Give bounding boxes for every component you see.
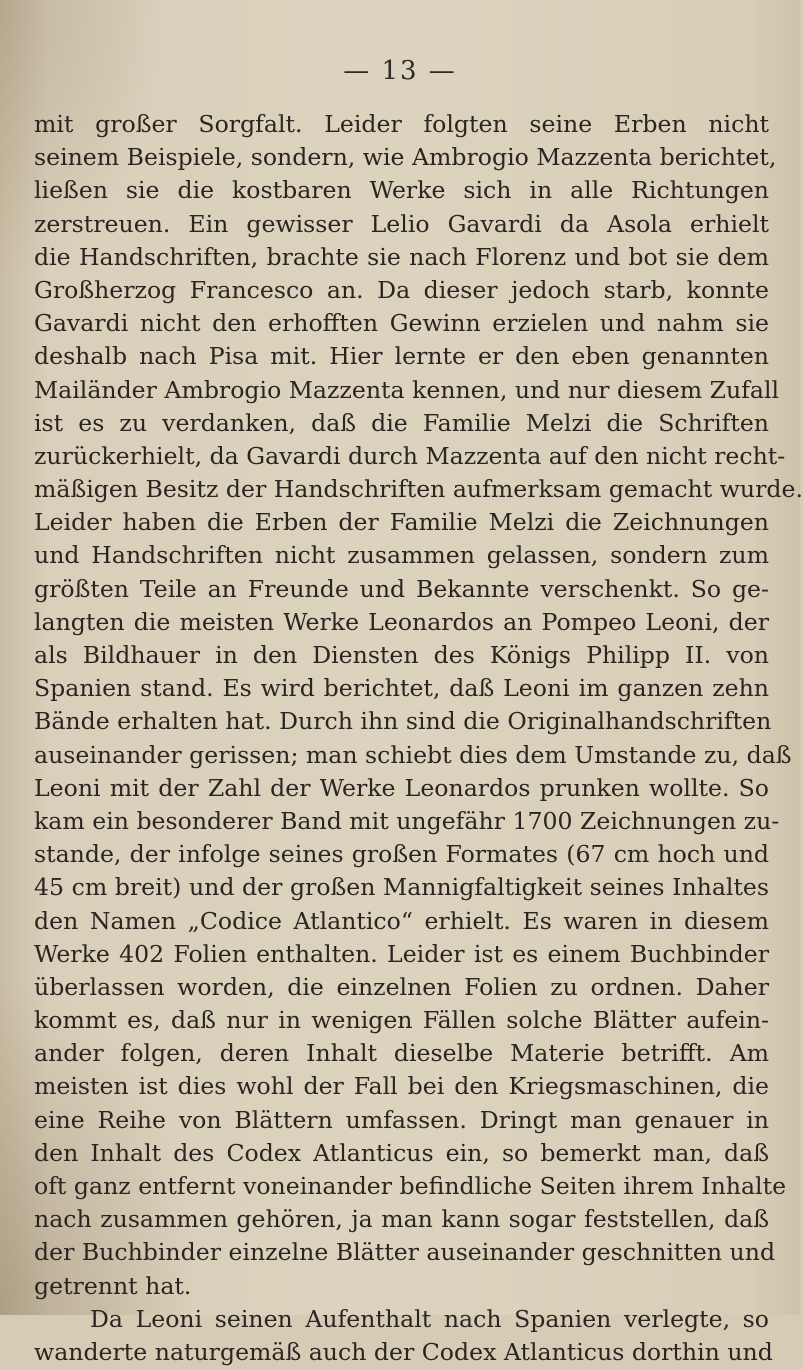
text-line: auseinander gerissen; man schiebt dies dem Umstande zu, daß — [34, 740, 792, 769]
text-line: Gavardi nicht den erhofften Gewinn erzielen und nahm sie — [34, 309, 769, 338]
text-line: wanderte naturgemäß auch der Codex Atlanticus dorthin und — [34, 1337, 773, 1366]
text-line: als Bildhauer in den Diensten des Königs Philipp II. von — [34, 641, 769, 669]
text-line: oft ganz entfernt voneinander befindliche Seiten ihrem Inhalte — [34, 1172, 787, 1200]
text-line: getrennt hat. — [34, 1271, 192, 1300]
text-line: stande, der infolge seines großen Formates (67 cm hoch und — [34, 840, 769, 869]
text-line: nach zusammen gehören, ja man kann sogar feststellen, daß — [34, 1205, 769, 1234]
text-line: kam ein besonderer Band mit ungefähr 1700 Zeichnungen zu- — [34, 806, 780, 835]
text-line: größten Teile an Freunde und Bekannte verschenkt. So ge- — [34, 574, 769, 603]
text-line: kommt es, daß nur in wenigen Fällen solche Blätter aufein- — [34, 1006, 769, 1035]
body-text — [34, 108, 803, 1369]
text-line: überlassen worden, die einzelnen Folien zu ordnen. Daher — [34, 972, 769, 1001]
text-line: Da Leoni seinen Aufenthalt nach Spanien verlegte, so — [90, 1304, 769, 1333]
text-line: langten die meisten Werke Leonardos an Pompeo Leoni, der — [34, 607, 769, 636]
text-line: Spanien stand. Es wird berichtet, daß Leoni im ganzen zehn — [34, 674, 769, 703]
text-line: mit großer Sorgfalt. Leider folgten seine Erben nicht — [34, 110, 769, 138]
text-line: zerstreuen. Ein gewisser Lelio Gavardi da Asola erhielt — [34, 209, 769, 238]
text-line: seinem Beispiele, sondern, wie Ambrogio Mazzenta berichtet, — [34, 143, 777, 172]
text-line: eine Reihe von Blättern umfassen. Dringt man genauer in — [34, 1105, 769, 1134]
text-line: Leider haben die Erben der Familie Melzi die Zeichnungen — [34, 508, 769, 537]
text-line: den Inhalt des Codex Atlanticus ein, so bemerkt man, daß — [34, 1138, 769, 1167]
text-line: Mailänder Ambrogio Mazzenta kennen, und nur diesem Zufall — [34, 375, 780, 404]
text-line: Großherzog Francesco an. Da dieser jedoch starb, konnte — [34, 275, 769, 304]
text-line: und Handschriften nicht zusammen gelassen, sondern zum — [34, 541, 769, 570]
text-line: Bände erhalten hat. Durch ihn sind die Originalhandschriften — [34, 707, 772, 736]
text-line: der Buchbinder einzelne Blätter auseinander geschnitten und — [34, 1238, 776, 1267]
text-line: mäßigen Besitz der Handschriften aufmerksam gemacht wurde. — [34, 475, 803, 504]
text-line: ander folgen, deren Inhalt dieselbe Materie betrifft. Am — [34, 1039, 769, 1068]
text-line: ließen sie die kostbaren Werke sich in alle Richtungen — [34, 176, 769, 205]
text-line: Leoni mit der Zahl der Werke Leonardos prunken wollte. So — [34, 773, 769, 802]
text-line: deshalb nach Pisa mit. Hier lernte er den eben genannten — [34, 342, 769, 371]
page-number: — 13 — — [343, 56, 457, 86]
text-line: zurückerhielt, da Gavardi durch Mazzenta auf den nicht recht- — [34, 441, 786, 470]
text-line: Werke 402 Folien enthalten. Leider ist es einem Buchbinder — [34, 939, 769, 968]
text-line: 45 cm breit) und der großen Mannigfaltigkeit seines Inhaltes — [34, 873, 769, 902]
text-line: meisten ist dies wohl der Fall bei den Kriegsmaschinen, die — [34, 1072, 769, 1101]
text-line: ist es zu verdanken, daß die Familie Melzi die Schriften — [34, 408, 769, 437]
text-line: die Handschriften, brachte sie nach Florenz und bot sie dem — [34, 242, 769, 271]
text-line: den Namen „Codice Atlantico“ erhielt. Es waren in diesem — [34, 906, 769, 935]
